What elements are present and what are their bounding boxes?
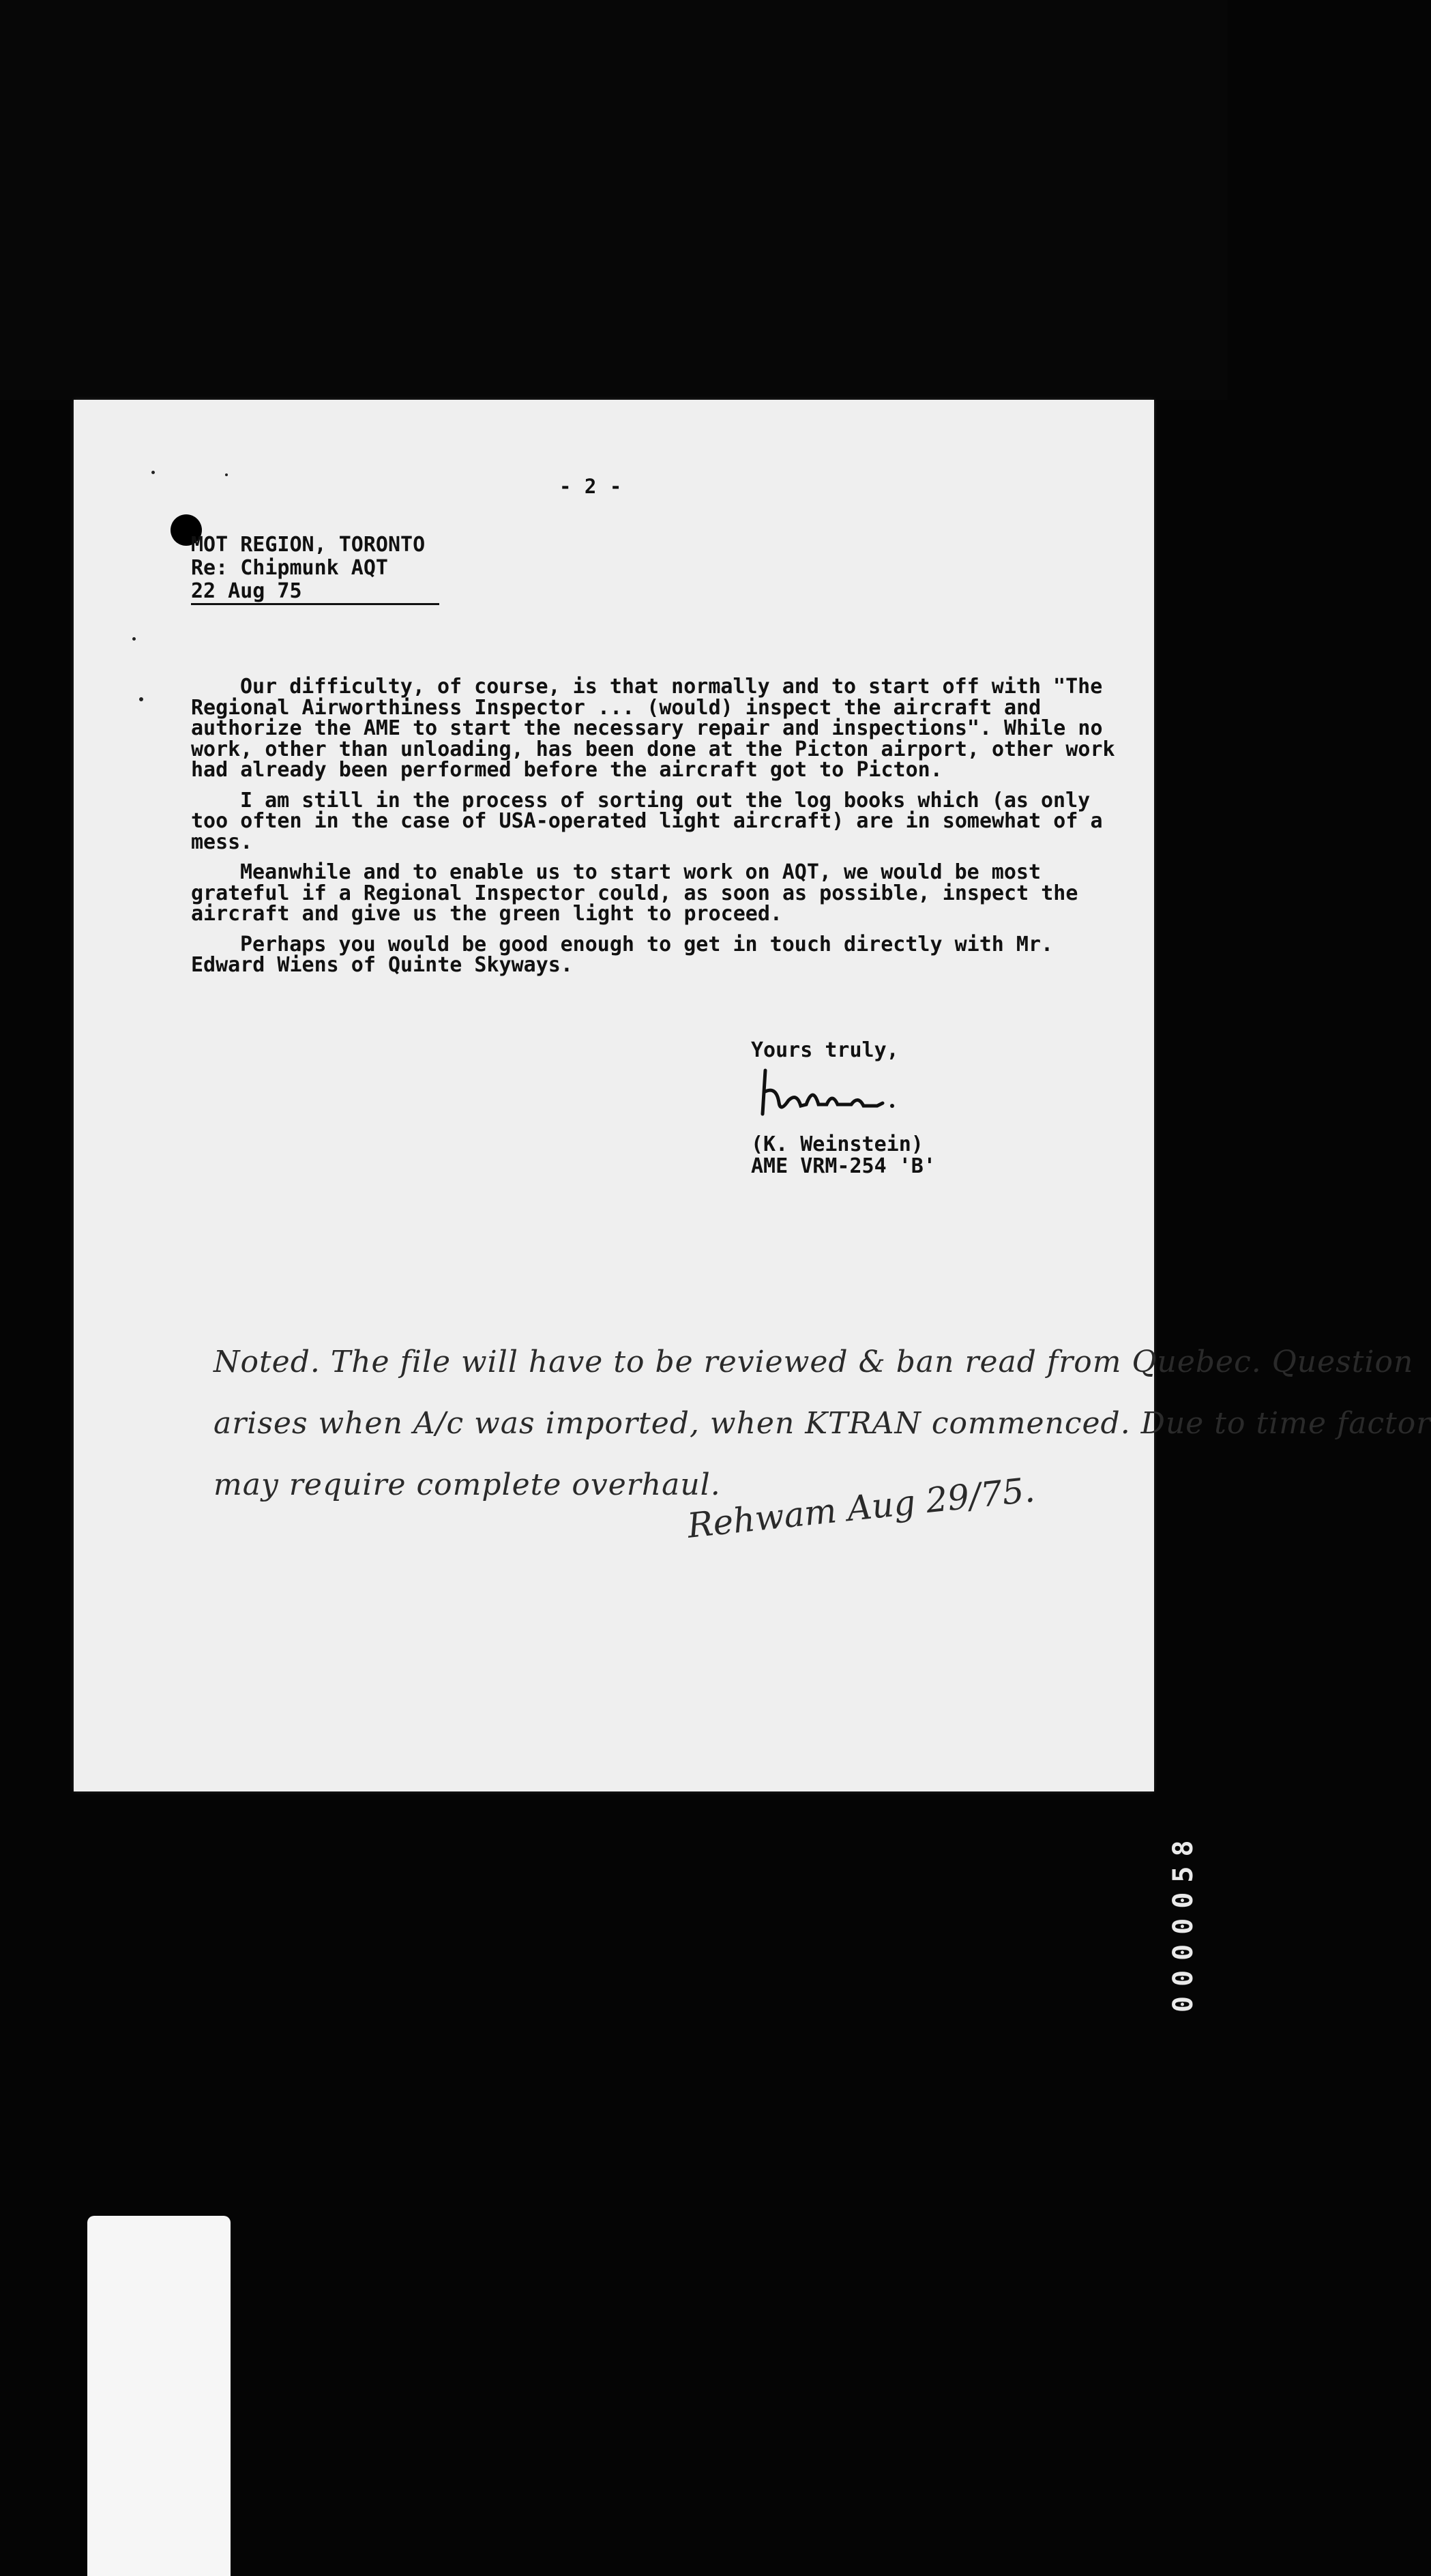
recipient-line: MOT REGION, TORONTO bbox=[191, 533, 426, 557]
date-line: 22 Aug 75 bbox=[191, 580, 439, 605]
paragraph: I am still in the process of sorting out the log books which (as only too often in the case of USA-operated light aircraft) are in somewhat of a mess. bbox=[191, 788, 1103, 854]
signer-name: (K. Weinstein) bbox=[751, 1132, 924, 1156]
note-line: may require complete overhaul. bbox=[213, 1467, 721, 1502]
speck bbox=[139, 697, 143, 701]
letter-body bbox=[191, 677, 1132, 986]
speck bbox=[132, 637, 136, 641]
speck bbox=[225, 473, 228, 476]
signer-block bbox=[751, 1134, 936, 1177]
paragraph: Meanwhile and to enable us to start work on AQT, we would be most grateful if a Regional Inspector could, as soon as possible, inspect the aircraft and give us the green light to proceed. bbox=[191, 860, 1078, 926]
letter-header bbox=[191, 533, 439, 605]
letter-page bbox=[74, 400, 1431, 1791]
frame-number: 0000058 bbox=[1168, 1830, 1199, 2012]
speck bbox=[151, 471, 155, 474]
paragraph: Perhaps you would be good enough to get in touch directly with Mr. Edward Wiens of Quinte Skyways. bbox=[191, 932, 1054, 977]
closing-salutation: Yours truly, bbox=[751, 1038, 899, 1062]
handwritten-signature: Rehwam Aug 29/75. bbox=[685, 1469, 1037, 1546]
film-strip-background bbox=[0, 0, 1228, 400]
subject-line: Re: Chipmunk AQT bbox=[191, 556, 388, 580]
signature-mark bbox=[756, 1065, 919, 1119]
page-number: - 2 - bbox=[559, 475, 623, 498]
signer-title: AME VRM-254 'B' bbox=[751, 1154, 936, 1178]
film-leader-tab bbox=[87, 2216, 231, 2576]
paragraph: Our difficulty, of course, is that normally and to start off with "The Regional Airworthiness Inspector ... (would) inspect the aircraft and authorize the AME to start the necessary repair and inspections". While no work, other than unloading, has been done at the Picton airport, other work had already been performed before the aircraft got to Picton. bbox=[191, 675, 1115, 782]
note-line: arises when A/c was imported, when KTRAN commenced. Due to time factor bbox=[213, 1406, 1431, 1441]
note-line: Noted. The file will have to be reviewed & ban read from Quebec. Question bbox=[213, 1345, 1414, 1379]
